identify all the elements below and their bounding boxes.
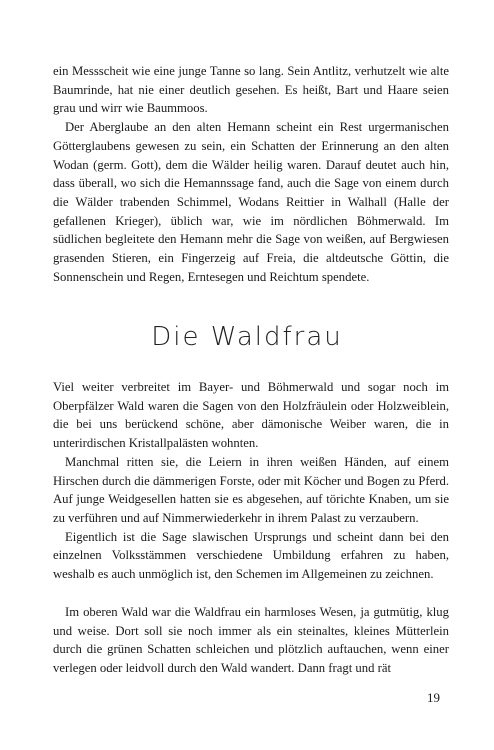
text-section-hemann bbox=[53, 62, 449, 286]
paragraph: Im oberen Wald war die Waldfrau ein harmloses Wesen, ja gutmütig, klug und weise. Dort soll sie noch immer als ein steinaltes, kleines Mütterlein durch die grünen Schatten schleichen und plötzlich auftauchen, wenn einer verlegen oder leidvoll durch den Wald wandert. Dann fragt und rät bbox=[53, 605, 449, 676]
paragraph: Viel weiter verbreitet im Bayer- und Böhmerwald und sogar noch im Oberpfälzer Wald waren die Sagen von den Holzfräulein oder Holzweiblein, die bei uns berückend schöne, aber dämonische Weiber waren, die in unterirdischen Kristallpalästen wohnten. bbox=[53, 380, 449, 451]
text-section-waldfrau bbox=[53, 378, 449, 584]
text-section-oberer-wald bbox=[53, 603, 449, 678]
paragraph: Eigentlich ist die Sage slawischen Ursprungs und scheint dann bei den einzelnen Volksstämmen verschiedene Umbildung erfahren zu haben, weshalb es auch unmöglich ist, den Schemen im Allgemeinen zu zeichnen. bbox=[53, 529, 449, 582]
paragraph: Manchmal ritten sie, die Leiern in ihren weißen Händen, auf einem Hirschen durch die dämmerigen Forste, oder mit Köcher und Bogen zu Pferd. Auf junge Weidgesellen hatten sie es abgesehen, auf törichte Knaben, um sie zu verführen und auf Nimmerwiederkehr in ihrem Palast zu verzaubern. bbox=[53, 454, 449, 525]
chapter-heading: Die Waldfrau bbox=[151, 322, 343, 352]
paragraph: Der Aberglaube an den alten Hemann scheint ein Rest urgermanischen Götterglaubens gewesen zu sein, ein Schatten der Erinnerung an den alten Wodan (germ. Gott), dem die Wälder heilig waren. Darauf deutet auch hin, dass überall, wo sich die Hemannssage fand, auch die Sage von einem durch die Wälder trabenden Schimmel, Wodans Reittier in Walhall (Halle der gefallenen Krieger), üblich war, wie im nördlichen Böhmerwald. Im südlichen begleitete den Hemann mehr die Sage von weißen, auf Bergwiesen grasenden Stieren, ein Fingerzeig auf Freia, die altdeutsche Göttin, die Sonnenschein und Regen, Erntesegen und Reichtum spendete. bbox=[53, 120, 449, 284]
paragraph: ein Messscheit wie eine junge Tanne so lang. Sein Antlitz, verhutzelt wie alte Baumrinde, hat nie einer deutlich gesehen. Es heißt, Bart und Haare seien grau und wirr wie Baummoos. bbox=[53, 64, 449, 116]
page-number: 19 bbox=[427, 690, 440, 705]
